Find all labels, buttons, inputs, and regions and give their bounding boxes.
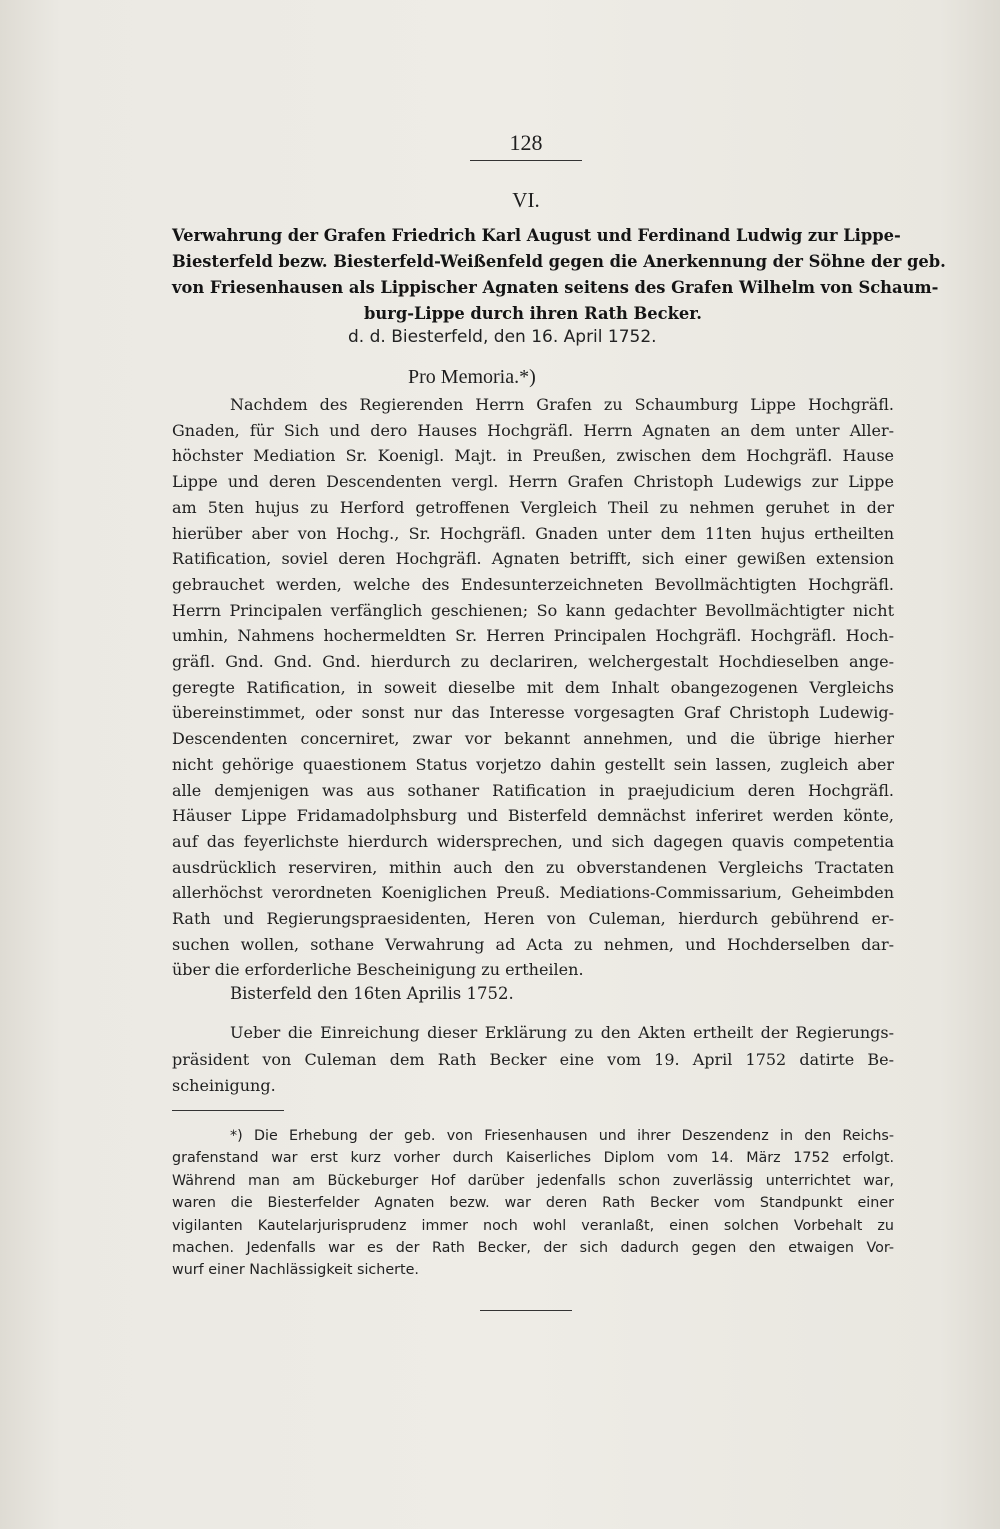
text-line: hierüber aber von Hochg., Sr. Hochgräfl. Gnaden unter dem 11ten hujus ertheilten xyxy=(172,523,894,543)
text-line: alle demjenigen was aus sothaner Ratification in praejudicium deren Hochgräfl. xyxy=(172,780,894,800)
text-line: scheinigung. xyxy=(172,1076,276,1095)
footnote-line: waren die Biesterfelder Agnaten bezw. war deren Rath Becker vom Standpunkt einer xyxy=(172,1195,894,1212)
signoff-line: Bisterfeld den 16ten Aprilis 1752. xyxy=(230,984,514,1003)
footnote-line: grafenstand war erst kurz vorher durch Kaiserliches Diplom vom 14. März 1752 erfolgt. xyxy=(172,1150,894,1167)
text-line: Gnaden, für Sich und dero Hauses Hochgräfl. Herrn Agnaten an dem unter Aller- xyxy=(172,420,894,440)
text-line: Ueber die Einreichung dieser Erklärung zu den Akten ertheilt der Regierungs- xyxy=(230,1023,894,1042)
text-line: gräfl. Gnd. Gnd. Gnd. hierdurch zu declariren, welchergestalt Hochdieselben ange- xyxy=(172,652,894,672)
text-line: geregte Ratification, in soweit dieselbe mit dem Inhalt obangezogenen Vergleichs xyxy=(172,677,894,697)
heading-line: Verwahrung der Grafen Friedrich Karl August und Ferdinand Ludwig zur Lippe- xyxy=(172,226,901,245)
heading-line: Biesterfeld bezw. Biesterfeld-Weißenfeld gegen die Anerkennung der Söhne der geb. xyxy=(172,252,946,271)
text-line: Ratification, soviel deren Hochgräfl. Agnaten betrifft, sich einer gewißen extension xyxy=(172,549,894,569)
heading-line: von Friesenhausen als Lippischer Agnaten seitens des Grafen Wilhelm von Schaum- xyxy=(172,278,939,297)
memoria-title: Pro Memoria.*) xyxy=(408,366,536,388)
text-line: am 5ten hujus zu Herford getroffenen Vergleich Theil zu nehmen geruhet in der xyxy=(172,497,894,517)
text-line: auf das feyerlichste hierdurch widersprechen, und sich dagegen quavis competentia xyxy=(172,831,894,851)
text-line: übereinstimmet, oder sonst nur das Interesse vorgesagten Graf Christoph Ludewig- xyxy=(172,703,894,723)
text-line: umhin, Nahmens hochermeldten Sr. Herren Principalen Hochgräfl. Hochgräfl. Hoch- xyxy=(172,626,894,646)
main-text xyxy=(172,392,894,983)
footnote-divider xyxy=(172,1110,284,1111)
page-number: 128 xyxy=(470,130,582,161)
closing-paragraph xyxy=(172,1020,894,1100)
text-line: Lippe und deren Descendenten vergl. Herrn Grafen Christoph Ludewigs zur Lippe xyxy=(172,472,894,492)
text-line: suchen wollen, sothane Verwahrung ad Acta zu nehmen, und Hochderselben dar- xyxy=(172,934,894,954)
footnote-line: Während man am Bückeburger Hof darüber jedenfalls schon zuverlässig unterrichtet war, xyxy=(172,1172,894,1189)
text-line: nicht gehörige quaestionem Status vorjetzo dahin gestellt sein lassen, zugleich aber xyxy=(172,754,894,774)
footnote-line: *) Die Erhebung der geb. von Friesenhausen und ihrer Deszendenz in den Reichs- xyxy=(230,1128,894,1144)
text-line: höchster Mediation Sr. Koenigl. Majt. in Preußen, zwischen dem Hochgräfl. Hause xyxy=(172,446,894,466)
text-line: gebrauchet werden, welche des Endesunterzeichneten Bevollmächtigten Hochgräfl. xyxy=(172,574,894,594)
footnote-line: machen. Jedenfalls war es der Rath Becker, der sich dadurch gegen den etwaigen Vor- xyxy=(172,1240,894,1257)
footnote xyxy=(172,1125,894,1282)
text-line: präsident von Culeman dem Rath Becker eine vom 19. April 1752 datirte Be- xyxy=(172,1049,894,1069)
text-line: Nachdem des Regierenden Herrn Grafen zu Schaumburg Lippe Hochgräfl. xyxy=(230,395,894,414)
text-line: über die erforderliche Bescheinigung zu ertheilen. xyxy=(172,960,584,980)
text-line: Descendenten concerniret, zwar vor bekannt annehmen, und die übrige hierher xyxy=(172,729,894,749)
section-heading xyxy=(172,223,946,327)
dateline: d. d. Biesterfeld, den 16. April 1752. xyxy=(348,327,657,347)
footnote-line: wurf einer Nachlässigkeit sicherte. xyxy=(172,1262,419,1279)
section-number: VI. xyxy=(512,188,540,212)
heading-line: burg-Lippe durch ihren Rath Becker. xyxy=(364,304,702,323)
footnote-line: vigilanten Kautelarjurisprudenz immer noch wohl veranlaßt, einen solchen Vorbehalt zu xyxy=(172,1217,894,1234)
text-line: allerhöchst verordneten Koeniglichen Preuß. Mediations-Commissarium, Geheimbden xyxy=(172,883,894,903)
text-line: Herrn Principalen verfänglich geschienen; So kann gedachter Bevollmächtigter nicht xyxy=(172,600,894,620)
text-line: ausdrücklich reserviren, mithin auch den zu obverstandenen Vergleichs Tractaten xyxy=(172,857,894,877)
end-divider xyxy=(480,1310,572,1311)
text-line: Rath und Regierungspraesidenten, Heren von Culeman, hierdurch gebührend er- xyxy=(172,909,894,929)
text-line: Häuser Lippe Fridamadolphsburg und Bisterfeld demnächst inferiret werden könte, xyxy=(172,806,894,826)
